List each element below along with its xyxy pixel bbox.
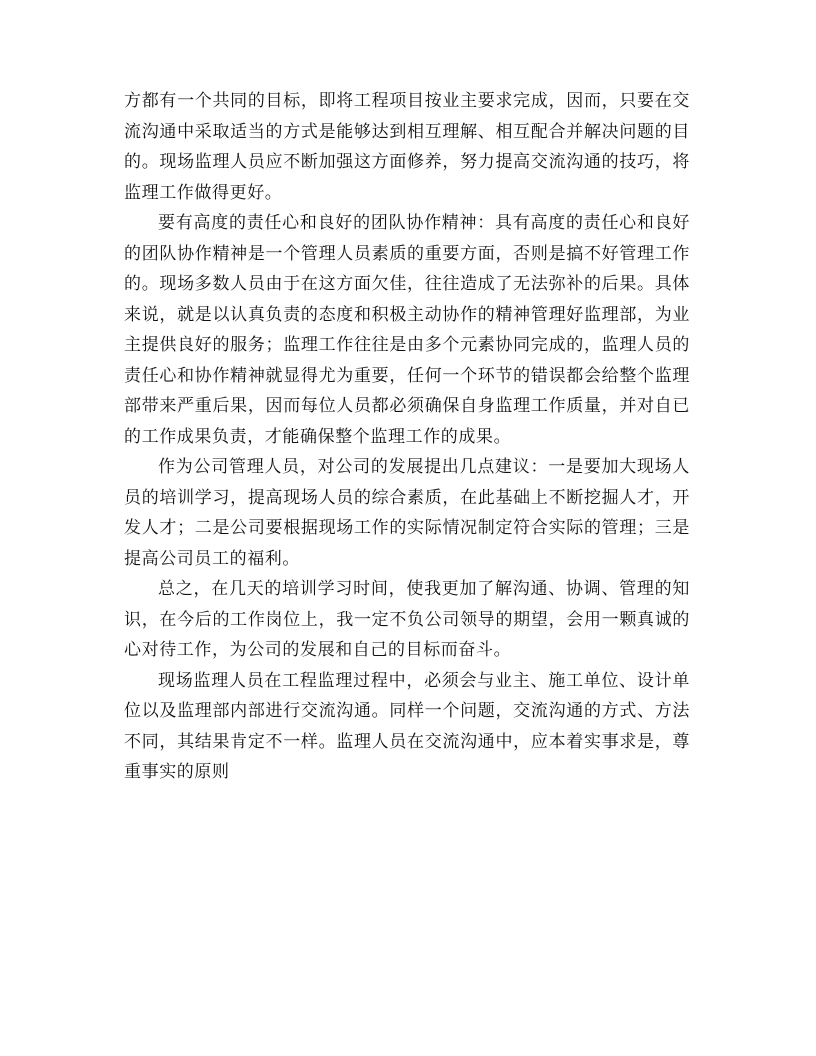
paragraph-5: 现场监理人员在工程监理过程中，必须会与业主、施工单位、设计单位以及监理部内部进行交流沟通。同样一个问题，交流沟通的方式、方法不同，其结果肯定不一样。监理人员在交流沟通中，应本着实事求是，尊重事实的原则: [124, 670, 690, 782]
paragraph-2: 要有高度的责任心和良好的团队协作精神：具有高度的责任心和良好的团队协作精神是一个管理人员素质的重要方面，否则是搞不好管理工作的。现场多数人员由于在这方面欠佳，往往造成了无法弥补的后果。具体来说，就是以认真负责的态度和积极主动协作的精神管理好监理部，为业主提供良好的服务；监理工作往往是由多个元素协同完成的，监理人员的责任心和协作精神就显得尤为重要，任何一个环节的错误都会给整个监理部带来严重后果，因而每位人员都必须确保自身监理工作质量，并对自已的工作成果负责，才能确保整个监理工作的成果。: [124, 213, 690, 447]
paragraph-3: 作为公司管理人员，对公司的发展提出几点建议：一是要加大现场人员的培训学习，提高现场人员的综合素质，在此基础上不断挖掘人才，开发人才；二是公司要根据现场工作的实际情况制定符合实际的管理；三是提高公司员工的福利。: [124, 457, 690, 569]
paragraph-1: 方都有一个共同的目标，即将工程项目按业主要求完成，因而，只要在交流沟通中采取适当的方式是能够达到相互理解、相互配合并解决问题的目的。现场监理人员应不断加强这方面修养，努力提高交流沟通的技巧，将监理工作做得更好。: [124, 91, 690, 203]
paragraph-4: 总之，在几天的培训学习时间，使我更加了解沟通、协调、管理的知识，在今后的工作岗位上，我一定不负公司领导的期望，会用一颗真诚的心对待工作，为公司的发展和自己的目标而奋斗。: [124, 579, 690, 660]
document-body: [124, 86, 690, 788]
